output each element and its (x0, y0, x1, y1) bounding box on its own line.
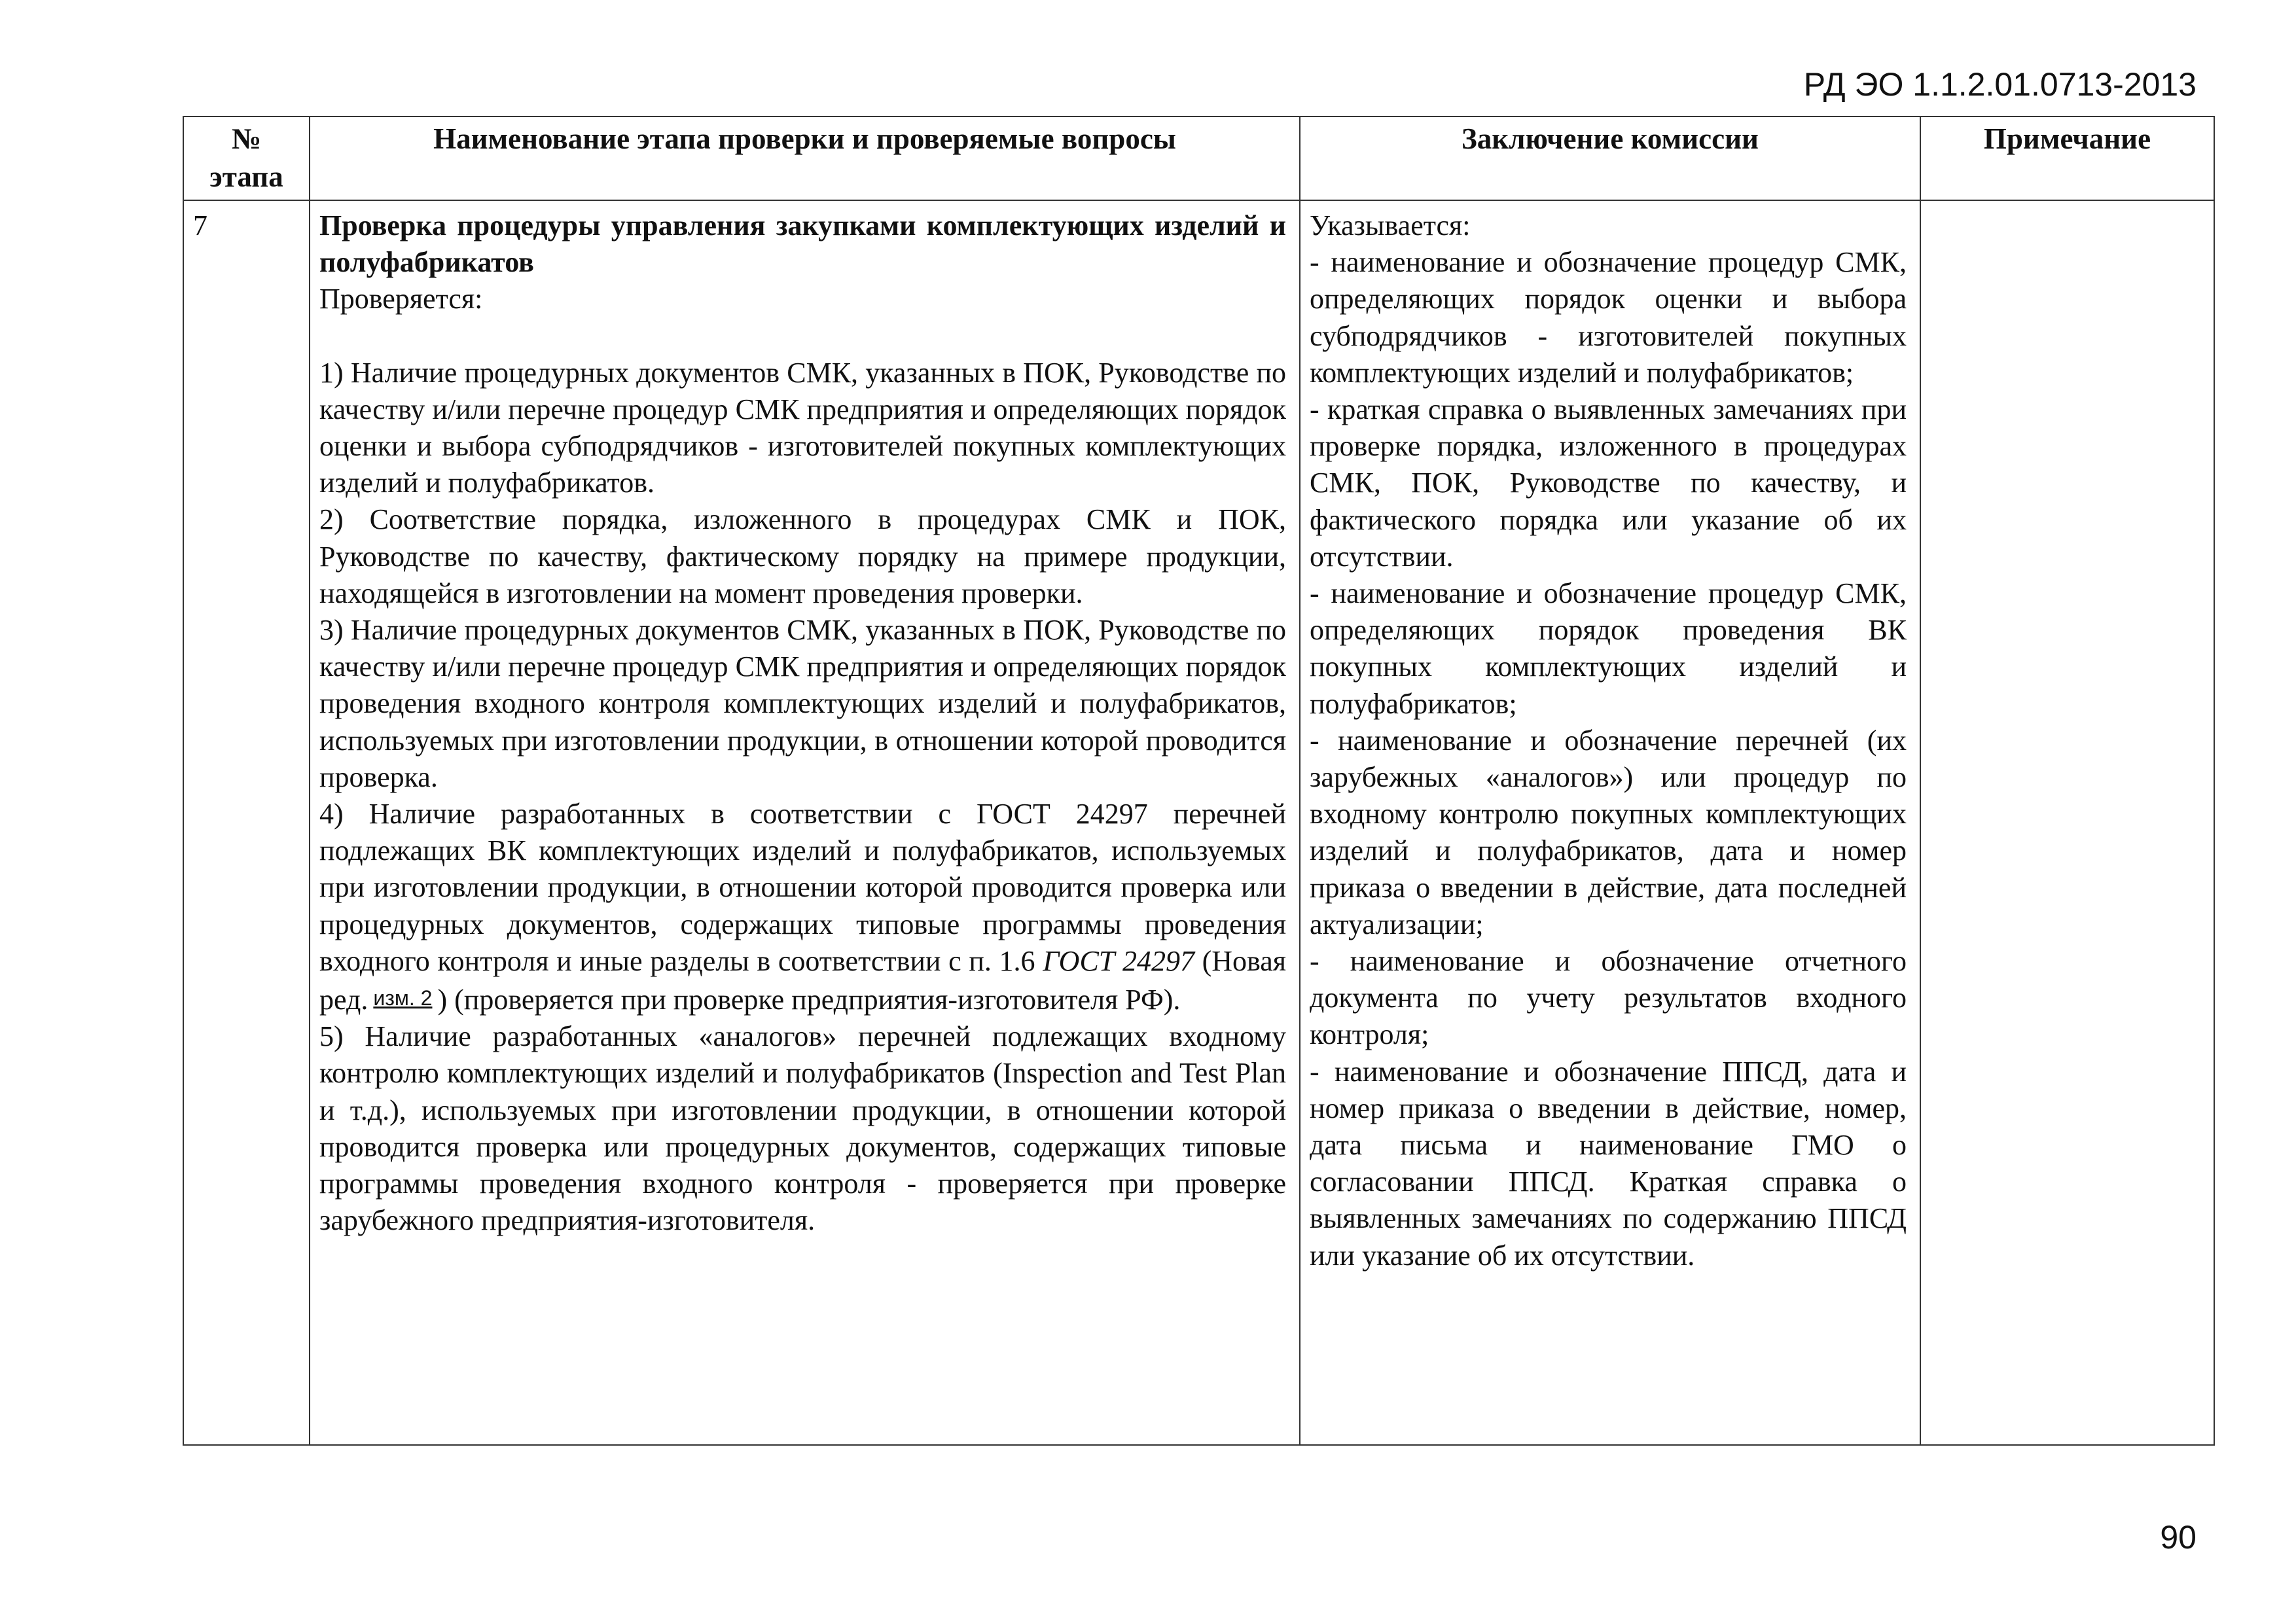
checked-label: Проверяется: (319, 283, 483, 315)
standard-reference: ГОСТ 24297 (1043, 944, 1194, 977)
header-stage-name: Наименование этапа проверки и проверяемые вопросы (310, 116, 1300, 200)
header-stage-number (183, 116, 310, 200)
header-commission-conclusion: Заключение комиссии (1300, 116, 1920, 200)
header-stage-number-label: этапа (209, 160, 283, 193)
check-item-4-edition: (Новая ред. (319, 944, 1287, 1016)
stage-number-cell (183, 200, 310, 1445)
conclusion-item-6: - наименование и обозначение ППСД, дата и номер приказа о введении в действие, номер, дата письма и наименование ГМО о согласовании ППСД. Краткая справка о выявленных замечаниях по содержанию ППСД или указание об их отсутствии. (1310, 1055, 1907, 1272)
blank-line (319, 318, 1286, 355)
check-item-2: 2) Соответствие порядка, изложенного в процедурах СМК и ПОК, Руководстве по качеству, фактическому порядку на примере продукции, находящейся в изготовлении на момент проведения проверки. (319, 503, 1286, 609)
stage-number: 7 (193, 209, 207, 241)
page-number: 90 (2160, 1519, 2197, 1556)
document-code: РД ЭО 1.1.2.01.0713-2013 (1803, 66, 2197, 103)
check-item-4-text: 4) Наличие разработанных в соответствии с ГОСТ 24297 перечней подлежащих ВК комплектующих изделий и полуфабрикатов, используемых при изготовлении продукции, в отношении которой проводится проверка или процедурных документов, содержащих типовые программы проведения входного контроля и иные разделы в соответствии с п. 1.6 (319, 798, 1286, 977)
check-item-5: 5) Наличие разработанных «аналогов» перечней подлежащих входному контролю комплектующих изделий и полуфабрикатов (Inspection and Test Plan и т.д.), используемых при изготовлении продукции, в отношении которой проводится проверка или процедурных документов, содержащих типовые программы проведения входного контроля - проверяется при проверке зарубежного предприятия-изготовителя. (319, 1020, 1286, 1237)
conclusion-item-1: - наименование и обозначение процедур СМК, определяющих порядок оценки и выбора субподрядчиков - изготовителей покупных комплектующих изделий и полуфабрикатов; (1310, 246, 1907, 389)
header-note: Примечание (1920, 116, 2214, 200)
stage-title: Проверка процедуры управления закупками комплектующих изделий и полуфабрикатов (319, 209, 1286, 279)
conclusion-item-2: - краткая справка о выявленных замечаниях при проверке порядка, изложенного в процедурах СМК, ПОК, Руководстве по качеству, и фактического порядка или указание об их отсутствии. (1310, 393, 1907, 573)
conclusion-item-5: - наименование и обозначение отчетного документа по учету результатов входного контроля; (1310, 945, 1907, 1051)
header-stage-number-sign: № (231, 122, 262, 155)
table-header-row (183, 116, 2214, 200)
conclusion-item-4: - наименование и обозначение перечней (их зарубежных «аналогов») или процедур по входному контролю покупных комплектующих изделий и полуфабрикатов, дата и номер приказа о введении в действие, дата последней актуализации; (1310, 724, 1907, 940)
check-item-1: 1) Наличие процедурных документов СМК, указанных в ПОК, Руководстве по качеству и/или перечне процедур СМК предприятия и определяющих порядок оценки и выбора субподрядчиков - изготовителей покупных комплектующих изделий и полуфабрикатов. (319, 356, 1286, 499)
stage-description-cell (310, 200, 1300, 1445)
check-item-3: 3) Наличие процедурных документов СМК, указанных в ПОК, Руководстве по качеству и/или перечне процедур СМК предприятия и определяющих порядок проведения входного контроля комплектующих изделий и полуфабрикатов, используемых при изготовлении продукции, в отношении которой проводится проверка. (319, 614, 1286, 793)
table-row (183, 200, 2214, 1445)
check-item-4 (319, 796, 1286, 1018)
amendment-link[interactable]: изм. 2 (373, 986, 433, 1010)
conclusion-label: Указывается: (1310, 209, 1471, 241)
inspection-table (183, 116, 2215, 1446)
conclusion-cell (1300, 200, 1920, 1445)
check-item-4-tail: ) (проверяется при проверке предприятия-изготовителя РФ). (437, 984, 1181, 1016)
note-cell (1920, 200, 2214, 1445)
conclusion-item-3: - наименование и обозначение процедур СМК, определяющих порядок проведения ВК покупных комплектующих изделий и полуфабрикатов; (1310, 577, 1907, 720)
